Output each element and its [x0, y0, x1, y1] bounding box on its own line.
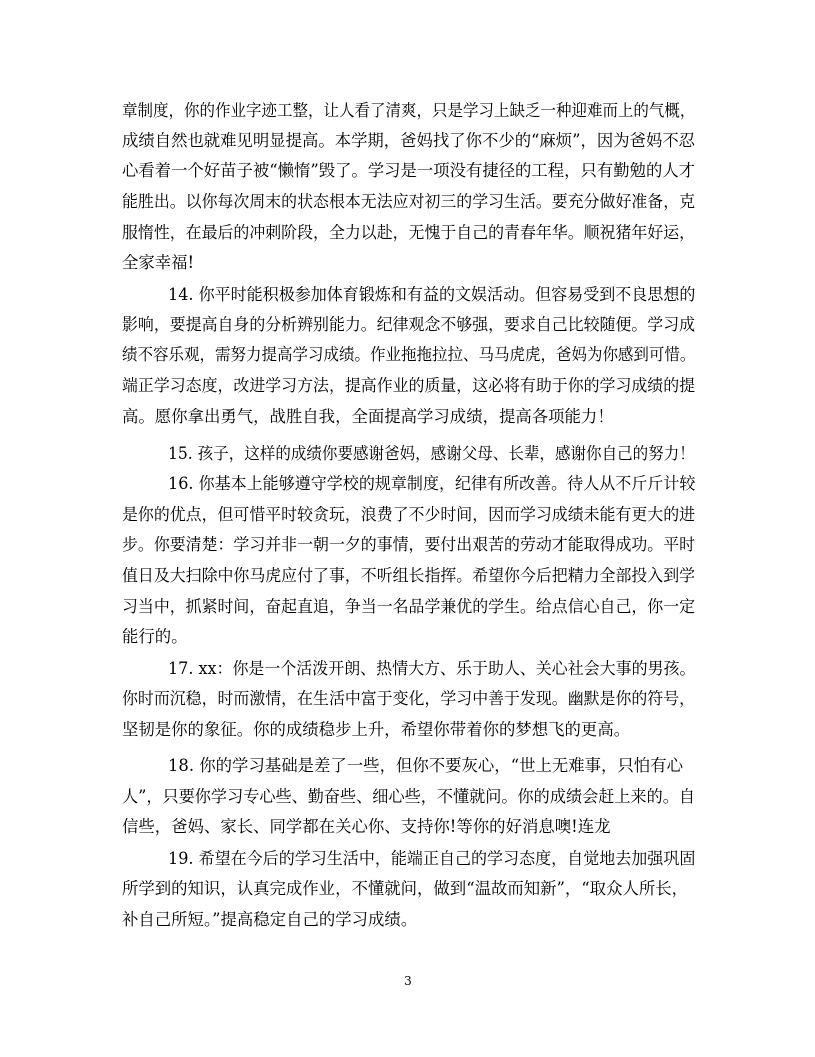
text-line: 全家幸福!: [122, 253, 195, 272]
text-line: 章制度，你的作业字迹工整，让人看了清爽，只是学习上缺乏一种迎难而上的气概，: [122, 101, 696, 120]
text-line: 19. 希望在今后的学习生活中，能端正自己的学习态度，自觉地去加强巩固: [168, 849, 696, 868]
text-line: 15. 孩子，这样的成绩你要感谢爸妈，感谢父母、长辈，感谢你自己的努力！: [168, 444, 695, 463]
text-line: 是你的优点，但可惜平时较贪玩，浪费了不少时间，因而学习成绩未能有更大的进: [122, 505, 696, 524]
text-line: 高。愿你拿出勇气，战胜自我，全面提高学习成绩，提高各项能力！: [122, 407, 614, 426]
text-line: 成绩自然也就难见明显提高。本学期，爸妈找了你不少的“麻烦”，因为爸妈不忍: [122, 131, 696, 150]
text-line: 步。你要清楚：学习并非一朝一夕的事情，要付出艰苦的劳动才能取得成功。平时: [122, 535, 696, 554]
text-line: 人”，只要你学习专心些、勤奋些、细心些，不懂就问。你的成绩会赶上来的。自: [122, 787, 696, 806]
text-line: 你时而沉稳，时而激情，在生活中富于变化，学习中善于发现。幽默是你的符号，: [122, 689, 696, 708]
text-line: 绩不容乐观，需努力提高学习成绩。作业拖拖拉拉、马马虎虎，爸妈为你感到可惜。: [122, 345, 696, 364]
text-line: 能行的。: [122, 627, 188, 646]
text-line: 值日及大扫除中你马虎应付了事，不听组长指挥。希望你今后把精力全部投入到学: [122, 566, 696, 585]
text-line: 17. xx：你是一个活泼开朗、热情大方、乐于助人、关心社会大事的男孩。: [168, 659, 696, 678]
text-line: 心看着一个好苗子被“懒惰”毁了。学习是一项没有捷径的工程，只有勤勉的人才: [122, 161, 696, 180]
text-line: 14. 你平时能积极参加体育锻炼和有益的文娱活动。但容易受到不良思想的: [168, 285, 696, 304]
page-number: 3: [404, 974, 412, 988]
text-line: 补自己所短。”提高稳定自己的学习成绩。: [122, 910, 418, 929]
text-line: 所学到的知识，认真完成作业，不懂就问，做到“温故而知新”，“取众人所长，: [122, 879, 689, 898]
text-line: 影响，要提高自身的分析辨别能力。纪律观念不够强，要求自己比较随便。学习成: [122, 315, 696, 334]
text-line: 习当中，抓紧时间，奋起直追，争当一名品学兼优的学生。给点信心自己，你一定: [122, 597, 696, 616]
text-line: 信些，爸妈、家长、同学都在关心你、支持你!等你的好消息噢!连龙: [122, 817, 611, 836]
text-line: 16. 你基本上能够遵守学校的规章制度，纪律有所改善。待人从不斤斤计较: [168, 474, 696, 493]
text-line: 服惰性，在最后的冲刺阶段，全力以赴，无愧于自己的青春年华。顺祝猪年好运，: [122, 223, 696, 242]
text-line: 坚韧是你的象征。你的成绩稳步上升，希望你带着你的梦想飞的更高。: [122, 720, 631, 739]
text-line: 18. 你的学习基础是差了一些，但你不要灰心，“世上无难事，只怕有心: [168, 756, 683, 775]
text-line: 端正学习态度，改进学习方法，提高作业的质量，这必将有助于你的学习成绩的提: [122, 376, 696, 395]
text-line: 能胜出。以你每次周末的状态根本无法应对初三的学习生活。要充分做好准备，克: [122, 192, 696, 211]
